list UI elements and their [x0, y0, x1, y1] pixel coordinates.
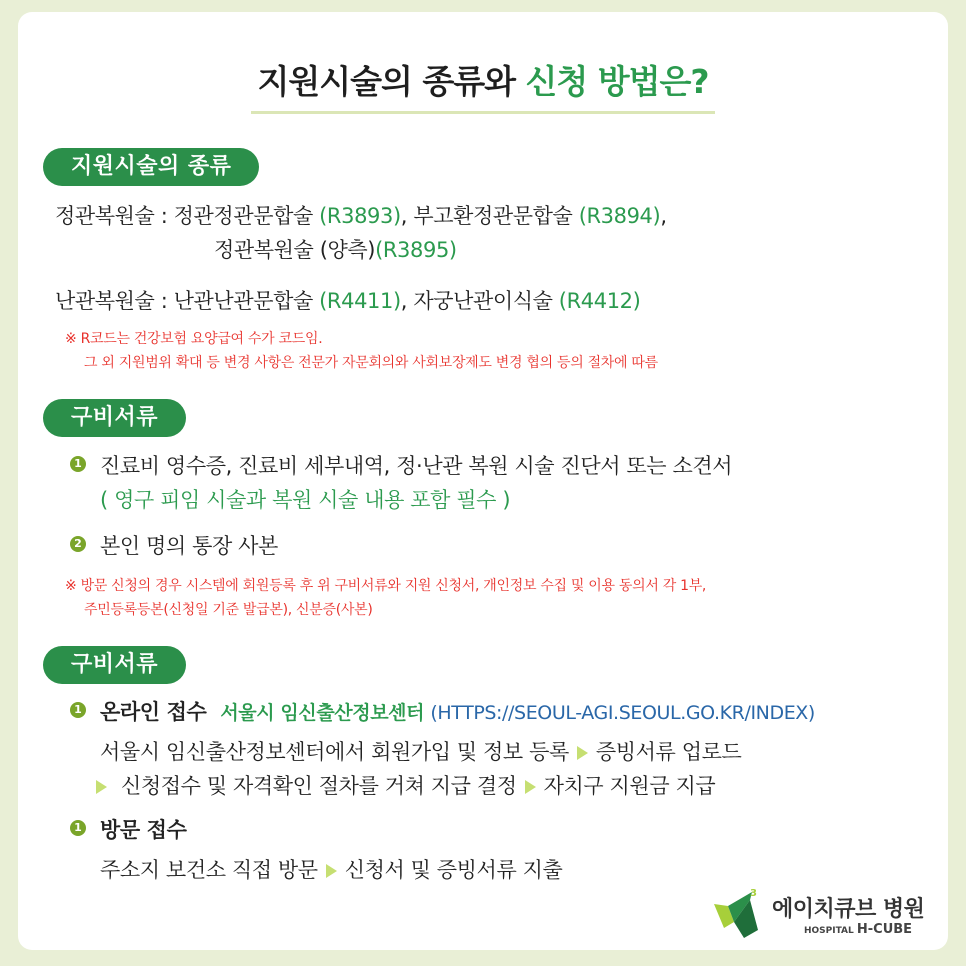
arrow-right-icon — [96, 780, 107, 794]
male-restoration-line — [55, 200, 667, 230]
code-r3894: (R3894) — [578, 204, 661, 228]
code-r3893: (R3893) — [319, 204, 401, 228]
hospital-logo — [708, 882, 948, 942]
note-visit-2: 주민등록등본(신청일 기준 발급본), 신분증(사본) — [84, 602, 373, 618]
logo-text-english — [804, 922, 912, 937]
line-end: , — [660, 204, 667, 228]
online-step-4: 자치구 지원금 지급 — [543, 774, 716, 798]
arrow-right-icon — [525, 780, 536, 794]
number-badge-visit: 1 — [70, 820, 86, 836]
page-title — [251, 56, 714, 114]
document-item-2: 본인 명의 통장 사본 — [100, 534, 278, 558]
note-visit: ※ 방문 신청의 경우 시스템에 회원등록 후 위 구비서류와 지원 신청서, 개인정보 수집 및 이용 동의서 각 1부, — [65, 578, 707, 594]
online-steps-line-2 — [96, 770, 715, 800]
female-restoration-line — [55, 285, 640, 315]
code-r4411: (R4411) — [319, 289, 401, 313]
visit-title: 방문 접수 — [100, 818, 187, 842]
online-url-link[interactable]: (HTTPS://SEOUL-AGI.SEOUL.GO.KR/INDEX) — [430, 702, 815, 724]
line-text: 정관복원술 (양측) — [214, 238, 376, 262]
arrow-right-icon — [326, 864, 337, 878]
line-label: 난관복원술 : 난관난관문합술 — [55, 289, 320, 313]
logo-superscript: 3 — [750, 888, 757, 899]
section-pill-application: 구비서류 — [43, 646, 186, 684]
logo-text-hospital: HOSPITAL — [804, 926, 854, 936]
online-step-1: 서울시 임신출산정보센터에서 회원가입 및 정보 등록 — [100, 740, 569, 764]
section-pill-types: 지원시술의 종류 — [43, 148, 259, 186]
logo-text-hcube: H-CUBE — [856, 922, 913, 937]
online-heading — [100, 696, 815, 726]
title-highlight: 신청 방법은? — [525, 62, 709, 101]
code-r4412: (R4412) — [558, 289, 641, 313]
male-restoration-line-2 — [214, 234, 457, 264]
document-item-1-note: ( 영구 피임 시술과 복원 시술 내용 포함 필수 ) — [100, 488, 511, 512]
content-card — [18, 12, 948, 950]
title-wrap — [18, 56, 948, 114]
code-r3895: (R3895) — [375, 238, 457, 262]
line-mid: , 자궁난관이식술 — [400, 289, 559, 313]
online-center-name: 서울시 임신출산정보센터 — [220, 702, 425, 724]
logo-text-korean: 에이치큐브 병원 — [772, 897, 925, 922]
online-steps-line-1 — [100, 736, 741, 766]
arrow-right-icon — [577, 746, 588, 760]
visit-step-2: 신청서 및 증빙서류 지출 — [344, 858, 563, 882]
number-badge-1: 1 — [70, 456, 86, 472]
online-step-2: 증빙서류 업로드 — [595, 740, 742, 764]
visit-step-1: 주소지 보건소 직접 방문 — [100, 858, 318, 882]
line-label: 정관복원술 : 정관정관문합술 — [55, 204, 320, 228]
number-badge-2: 2 — [70, 536, 86, 552]
section-pill-documents: 구비서류 — [43, 399, 186, 437]
number-badge-online: 1 — [70, 702, 86, 718]
online-step-3: 신청접수 및 자격확인 절차를 거쳐 지급 결정 — [121, 774, 517, 798]
note-change: 그 외 지원범위 확대 등 변경 사항은 전문가 자문회의와 사회보장제도 변경 협의 등의 절차에 따름 — [84, 355, 658, 371]
logo-mark-icon — [708, 882, 768, 942]
note-r-code: ※ R코드는 건강보험 요양급여 수가 코드임. — [65, 331, 323, 347]
visit-steps-line — [100, 854, 562, 884]
title-main: 지원시술의 종류와 — [257, 62, 526, 101]
line-mid: , 부고환정관문합술 — [400, 204, 579, 228]
online-title: 온라인 접수 — [100, 700, 207, 724]
document-item-1: 진료비 영수증, 진료비 세부내역, 정·난관 복원 시술 진단서 또는 소견서 — [100, 454, 733, 478]
